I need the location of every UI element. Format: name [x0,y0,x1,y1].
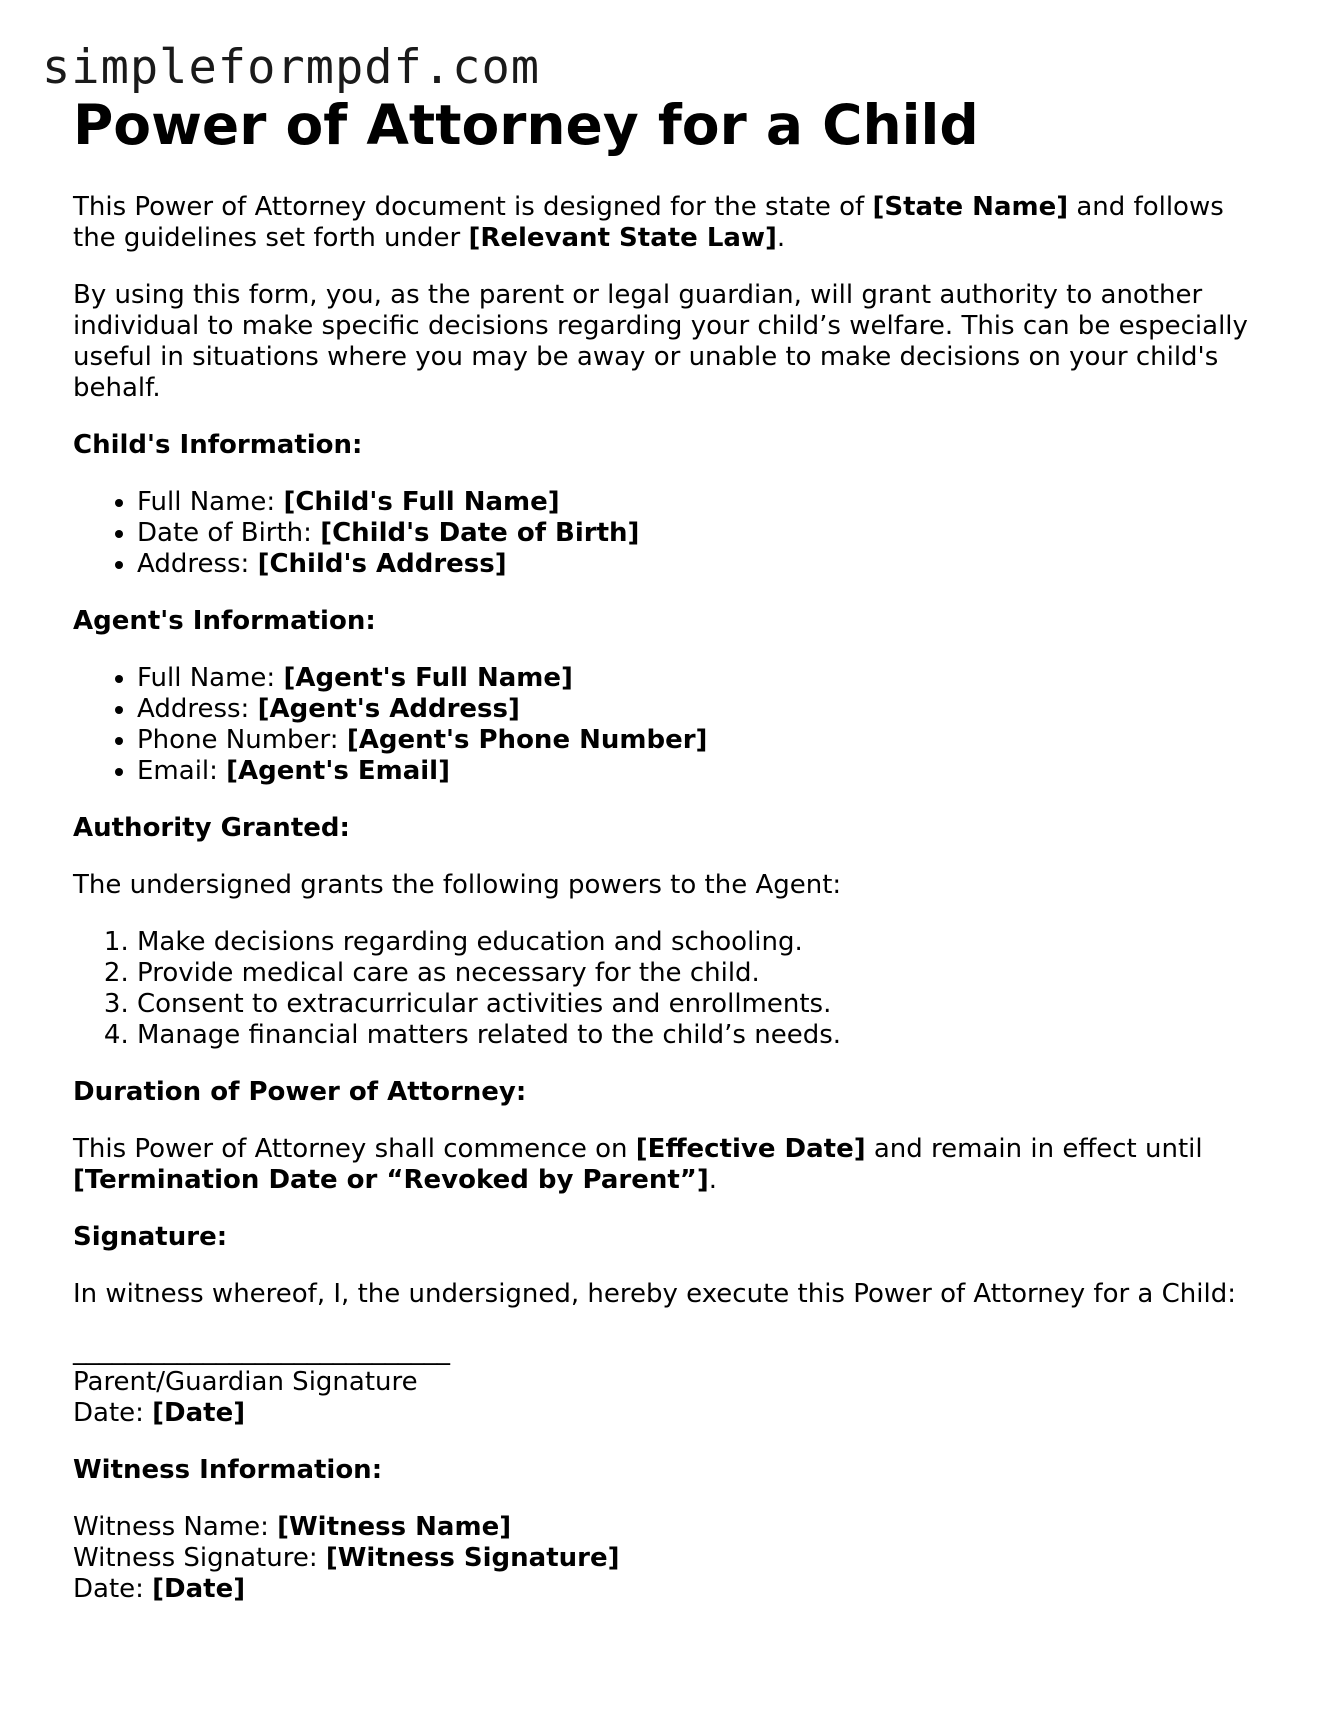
list-item [137,549,1263,580]
witness-date-placeholder: [Date] [152,1574,246,1604]
authority-heading: Authority Granted: [73,813,350,843]
termination-date-placeholder: [Termination Date or “Revoked by Parent”] [73,1165,709,1195]
list-item [137,518,1263,549]
field-value: [Child's Date of Birth] [320,518,640,548]
field-value: [Agent's Full Name] [283,663,573,693]
purpose-paragraph: By using this form, you, as the parent or legal guardian, will grant authority to another individual to make specific decisions regarding your child’s welfare. This can be especially useful in situations where you may be away or unable to make decisions on your child's behalf. [73,280,1248,403]
agent-info-list [73,663,1263,787]
agent-info-heading: Agent's Information: [73,606,376,636]
duration-heading: Duration of Power of Attorney: [73,1077,527,1107]
duration-text: and remain in effect until [865,1134,1203,1164]
effective-date-placeholder: [Effective Date] [635,1134,866,1164]
field-value: [Agent's Email] [226,756,450,786]
field-value: [Child's Address] [257,549,507,579]
field-label: Address: [137,694,258,724]
witness-signature-placeholder: [Witness Signature] [325,1543,620,1573]
field-value: [Agent's Address] [257,694,520,724]
intro-text: and follows the guidelines set forth under [73,192,1224,253]
list-item [137,725,1263,756]
intro-paragraph [73,192,1263,254]
duration-text: This Power of Attorney shall commence on [73,1134,636,1164]
witness-name-placeholder: [Witness Name] [277,1512,512,1542]
state-name-placeholder: [State Name] [872,192,1069,222]
field-label: Date of Birth: [137,518,321,548]
field-label: Email: [137,756,227,786]
list-item [137,756,1263,787]
watermark: simpleformpdf.com [42,40,541,95]
duration-paragraph [73,1134,1263,1196]
witness-heading: Witness Information: [73,1455,383,1485]
intro-text: . [776,223,786,253]
signature-date-placeholder: [Date] [152,1398,246,1428]
child-info-heading: Child's Information: [73,430,363,460]
signature-label: Parent/Guardian Signature [73,1367,418,1397]
witness-block [73,1512,1263,1605]
field-label: Witness Name: [73,1512,278,1542]
list-item: 4. Manage financial matters related to the child’s needs. [137,1020,1263,1051]
child-info-list [73,487,1263,580]
duration-text: . [708,1165,718,1195]
page-title: Power of Attorney for a Child [73,93,979,157]
field-label: Full Name: [137,487,284,517]
document [73,92,1263,1631]
list-item: 2. Provide medical care as necessary for the child. [137,958,1263,989]
field-label: Full Name: [137,663,284,693]
field-value: [Child's Full Name] [283,487,560,517]
powers-list [73,927,1263,1051]
signature-statement: In witness whereof, I, the undersigned, hereby execute this Power of Attorney for a Child: [73,1279,1236,1309]
field-label: Witness Signature: [73,1543,326,1573]
intro-text: This Power of Attorney document is designed for the state of [73,192,873,222]
field-label: Date: [73,1574,153,1604]
signature-line: _____________________________ [73,1336,450,1366]
state-law-placeholder: [Relevant State Law] [468,223,777,253]
field-label: Address: [137,549,258,579]
field-label: Date: [73,1398,153,1428]
field-value: [Agent's Phone Number] [346,725,708,755]
list-item: 3. Consent to extracurricular activities and enrollments. [137,989,1263,1020]
signature-block [73,1336,1263,1429]
list-item [137,487,1263,518]
list-item [137,694,1263,725]
authority-intro: The undersigned grants the following powers to the Agent: [73,870,842,900]
signature-heading: Signature: [73,1222,228,1252]
field-label: Phone Number: [137,725,347,755]
list-item: 1. Make decisions regarding education and schooling. [137,927,1263,958]
list-item [137,663,1263,694]
